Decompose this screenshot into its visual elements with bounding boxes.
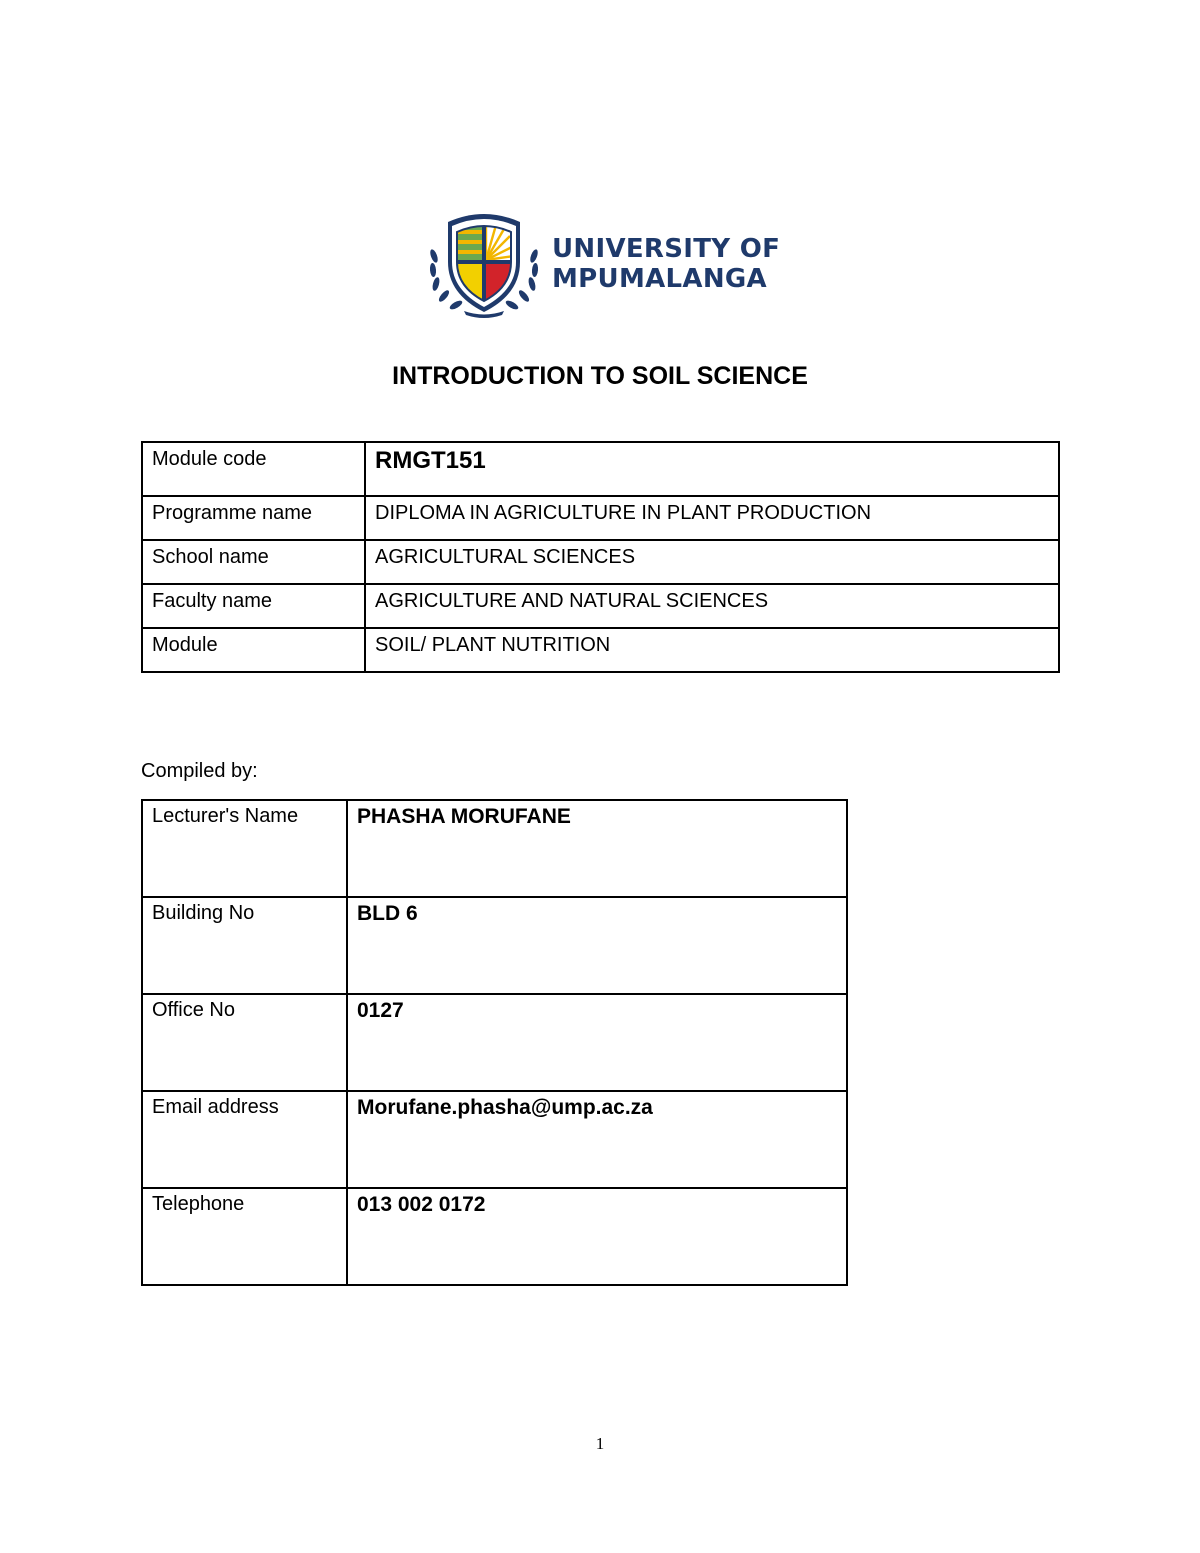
module-code-label: Module code — [142, 442, 365, 496]
module-info-table — [141, 441, 1060, 673]
table-row — [142, 584, 1059, 628]
school-name-value: AGRICULTURAL SCIENCES — [365, 540, 1059, 584]
office-no-value: 0127 — [347, 994, 847, 1091]
table-row — [142, 800, 847, 897]
table-row — [142, 540, 1059, 584]
document-title: INTRODUCTION TO SOIL SCIENCE — [392, 362, 808, 390]
table-row — [142, 496, 1059, 540]
university-name-line1: UNIVERSITY OF — [552, 234, 781, 264]
university-name-line2: MPUMALANGA — [552, 264, 767, 294]
faculty-name-value: AGRICULTURE AND NATURAL SCIENCES — [365, 584, 1059, 628]
table-row — [142, 1188, 847, 1285]
university-logo — [424, 208, 781, 320]
table-row — [142, 897, 847, 994]
lecturer-info-table — [141, 799, 848, 1286]
programme-name-value: DIPLOMA IN AGRICULTURE IN PLANT PRODUCTION — [365, 496, 1059, 540]
building-no-label: Building No — [142, 897, 347, 994]
office-no-label: Office No — [142, 994, 347, 1091]
page-number: 1 — [595, 1434, 605, 1453]
table-row — [142, 442, 1059, 496]
building-no-value: BLD 6 — [347, 897, 847, 994]
module-code-value: RMGT151 — [365, 442, 1059, 496]
faculty-name-label: Faculty name — [142, 584, 365, 628]
telephone-value: 013 002 0172 — [347, 1188, 847, 1285]
table-row — [142, 1091, 847, 1188]
module-value: SOIL/ PLANT NUTRITION — [365, 628, 1059, 672]
email-address-value[interactable]: Morufane.phasha@ump.ac.za — [347, 1091, 847, 1188]
table-row — [142, 628, 1059, 672]
compiled-by-label: Compiled by: — [141, 760, 258, 782]
university-crest-icon — [424, 208, 544, 320]
university-name — [552, 234, 781, 294]
telephone-label: Telephone — [142, 1188, 347, 1285]
lecturer-name-value: PHASHA MORUFANE — [347, 800, 847, 897]
lecturer-name-label: Lecturer's Name — [142, 800, 347, 897]
programme-name-label: Programme name — [142, 496, 365, 540]
school-name-label: School name — [142, 540, 365, 584]
table-row — [142, 994, 847, 1091]
module-label: Module — [142, 628, 365, 672]
email-address-label: Email address — [142, 1091, 347, 1188]
